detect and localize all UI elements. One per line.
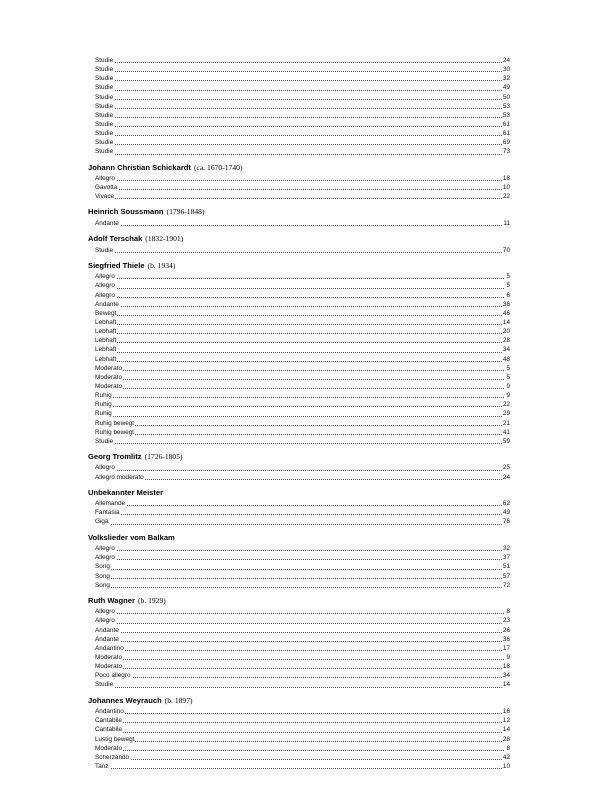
index-entry [88, 336, 510, 345]
entry-title: Scherzando [95, 753, 130, 761]
composer-heading [88, 695, 510, 708]
index-entry [88, 373, 510, 382]
entry-page-number: 9 [506, 382, 510, 390]
index-entry [88, 291, 510, 300]
index-entry [88, 102, 510, 111]
dot-leader [95, 180, 510, 181]
dot-leader [95, 62, 510, 63]
dot-leader [95, 252, 510, 253]
dot-leader [95, 361, 510, 362]
composer-heading [88, 487, 510, 500]
index-entry [88, 616, 510, 625]
entry-title: Lebhaft [95, 337, 117, 345]
entry-title: Andante [95, 635, 119, 643]
entry-page-number: 17 [502, 644, 510, 652]
index-entry [88, 419, 510, 428]
dot-leader [95, 659, 510, 660]
dot-leader [95, 641, 510, 642]
entry-title: Lebhaft [95, 355, 117, 363]
entry-title: Studie [95, 148, 114, 156]
index-entry [88, 662, 510, 671]
dot-leader [95, 225, 510, 226]
index-entry [88, 192, 510, 201]
index-entry [88, 93, 510, 102]
dot-leader [95, 333, 510, 334]
entry-page-number: 22 [502, 193, 510, 201]
entry-page-number: 37 [502, 554, 510, 562]
entry-page-number: 23 [502, 617, 510, 625]
index-entry [88, 644, 510, 653]
entry-page-number: 10 [502, 184, 510, 192]
entry-title: Studie [95, 120, 114, 128]
dot-leader [95, 479, 510, 480]
entry-title: Studie [95, 681, 114, 689]
composer-dates: (ca. 1670-1740) [193, 162, 243, 172]
dot-leader [95, 126, 510, 127]
entry-title: Lebhaft [95, 318, 117, 326]
index-entry [88, 65, 510, 74]
entry-page-number: 50 [502, 93, 510, 101]
dot-leader [95, 71, 510, 72]
dot-leader [95, 514, 510, 515]
entry-page-number: 41 [502, 428, 510, 436]
entry-title: Cantabile [95, 726, 123, 734]
index-entry [88, 437, 510, 446]
entry-title: Allegro [95, 617, 115, 625]
index-entry [88, 56, 510, 65]
entry-title: Song [95, 563, 110, 571]
dot-leader [95, 505, 510, 506]
dot-leader [95, 416, 510, 417]
dot-leader [95, 189, 510, 190]
composer-heading [88, 260, 510, 273]
dot-leader [95, 144, 510, 145]
entry-page-number: 8 [506, 744, 510, 752]
entry-title: Poco allegro [95, 672, 131, 680]
entry-title: Cantabile [95, 717, 123, 725]
index-entry [88, 246, 510, 255]
entry-title: Bewegt [95, 309, 117, 317]
composer-name: Unbekannter Meister [88, 487, 164, 497]
index-entry [88, 147, 510, 156]
composer-heading [88, 451, 510, 464]
entry-title: Studie [95, 75, 114, 83]
index-entry [88, 544, 510, 553]
entry-page-number: 25 [502, 464, 510, 472]
index-entry [88, 318, 510, 327]
entry-page-number: 72 [502, 581, 510, 589]
index-entry [88, 744, 510, 753]
entry-title: Andantino [95, 708, 124, 716]
entry-page-number: 5 [506, 273, 510, 281]
composer-name: Ruth Wagner [88, 595, 135, 605]
index-page [88, 56, 510, 771]
dot-leader [95, 434, 510, 435]
index-entry [88, 626, 510, 635]
entry-title: Studie [95, 93, 114, 101]
entry-title: Andante [95, 219, 119, 227]
entry-page-number: 53 [502, 102, 510, 110]
entry-page-number: 49 [502, 84, 510, 92]
entry-title: Andantino [95, 644, 124, 652]
index-entry [88, 364, 510, 373]
entry-title: Tanz [95, 762, 109, 770]
index-entry [88, 183, 510, 192]
index-entry [88, 762, 510, 771]
entry-title: Studie [95, 437, 114, 445]
entry-title: Allegro [95, 554, 115, 562]
dot-leader [95, 687, 510, 688]
index-entry [88, 391, 510, 400]
index-entry [88, 281, 510, 290]
index-entry [88, 309, 510, 318]
dot-leader [95, 99, 510, 100]
entry-page-number: 57 [502, 572, 510, 580]
dot-leader [95, 768, 510, 769]
index-entry [88, 463, 510, 472]
index-entry [88, 327, 510, 336]
composer-name: Johann Christian Schickardt [88, 162, 191, 172]
dot-leader [95, 198, 510, 199]
entry-title: Lebhaft [95, 328, 117, 336]
index-entry [88, 120, 510, 129]
entry-page-number: 69 [502, 139, 510, 147]
composer-dates: (b. 1897) [164, 695, 193, 705]
entry-title: Moderato [95, 654, 122, 662]
entry-title: Ruhig [95, 410, 112, 418]
dot-leader [95, 425, 510, 426]
entry-page-number: 18 [502, 175, 510, 183]
entry-title: Studie [95, 102, 114, 110]
entry-page-number: 20 [502, 328, 510, 336]
index-entry [88, 428, 510, 437]
entry-title: Ruhig bewegt [95, 428, 135, 436]
entry-title: Moderato [95, 382, 122, 390]
entry-title: Studie [95, 57, 114, 64]
entry-title: Fantasia [95, 509, 120, 517]
composer-name: Johannes Weyrauch [88, 695, 162, 705]
entry-title: Moderato [95, 744, 122, 752]
entry-page-number: 76 [502, 518, 510, 526]
entry-page-number: 51 [502, 563, 510, 571]
index-entry [88, 572, 510, 581]
dot-leader [95, 470, 510, 471]
entry-page-number: 28 [502, 337, 510, 345]
index-entry [88, 517, 510, 526]
entry-page-number: 34 [502, 672, 510, 680]
entry-title: Lebhaft [95, 346, 117, 354]
entry-page-number: 73 [502, 148, 510, 156]
dot-leader [95, 569, 510, 570]
entry-title: Giga [95, 518, 109, 526]
index-entry [88, 174, 510, 183]
composer-name: Heinrich Soussmann [88, 207, 164, 217]
dot-leader [95, 397, 510, 398]
entry-page-number: 5 [506, 373, 510, 381]
entry-page-number: 34 [502, 346, 510, 354]
entry-title: Studie [95, 130, 114, 138]
entry-title: Andante [95, 626, 119, 634]
composer-heading [88, 595, 510, 608]
entry-title: Ruhig [95, 401, 112, 409]
entry-page-number: 11 [503, 219, 510, 227]
index-entry [88, 581, 510, 590]
entry-page-number: 24 [502, 473, 510, 481]
index-entry [88, 74, 510, 83]
dot-leader [95, 613, 510, 614]
index-entry [88, 382, 510, 391]
dot-leader [95, 524, 510, 525]
dot-leader [95, 90, 510, 91]
entry-title: Studie [95, 111, 114, 119]
entry-page-number: 28 [502, 735, 510, 743]
entry-title: Studie [95, 84, 114, 92]
entry-title: Lustig bewegt [95, 735, 135, 743]
dot-leader [95, 108, 510, 109]
index-entry [88, 735, 510, 744]
dot-leader [95, 324, 510, 325]
dot-leader [95, 759, 510, 760]
dot-leader [95, 732, 510, 733]
composer-dates: (1832-1901) [145, 234, 184, 244]
entry-title: Andante [95, 300, 119, 308]
entry-page-number: 14 [502, 681, 510, 689]
entry-page-number: 29 [502, 410, 510, 418]
index-entry [88, 473, 510, 482]
entry-page-number: 18 [502, 663, 510, 671]
index-entry [88, 355, 510, 364]
entry-title: Allegro [95, 464, 115, 472]
entry-page-number: 36 [502, 635, 510, 643]
dot-leader [95, 154, 510, 155]
entry-page-number: 53 [502, 111, 510, 119]
dot-leader [95, 297, 510, 298]
composer-name: Siegfried Thiele [88, 260, 145, 270]
index-entry [88, 680, 510, 689]
index-entry [88, 300, 510, 309]
dot-leader [95, 306, 510, 307]
index-entry [88, 707, 510, 716]
index-entry [88, 725, 510, 734]
entry-title: Allemande [95, 500, 126, 508]
dot-leader [95, 632, 510, 633]
composer-name: Volkslieder vom Balkam [88, 532, 175, 542]
entry-title: Ruhig [95, 392, 112, 400]
index-entry [88, 219, 510, 228]
index-entry [88, 400, 510, 409]
index-entry [88, 409, 510, 418]
dot-leader [95, 722, 510, 723]
entry-page-number: 32 [502, 75, 510, 83]
dot-leader [95, 668, 510, 669]
index-entry [88, 272, 510, 281]
dot-leader [95, 342, 510, 343]
composer-name: Georg Tromlitz [88, 451, 142, 461]
index-entry [88, 562, 510, 571]
entry-page-number: 26 [502, 626, 510, 634]
entry-page-number: 9 [506, 654, 510, 662]
entry-page-number: 42 [502, 753, 510, 761]
dot-leader [95, 406, 510, 407]
dot-leader [95, 713, 510, 714]
dot-leader [95, 135, 510, 136]
entry-page-number: 62 [502, 500, 510, 508]
entry-title: Studie [95, 66, 114, 74]
dot-leader [95, 750, 510, 751]
composer-heading [88, 532, 510, 545]
dot-leader [95, 278, 510, 279]
dot-leader [95, 288, 510, 289]
entry-page-number: 21 [502, 419, 510, 427]
dot-leader [95, 741, 510, 742]
dot-leader [95, 550, 510, 551]
composer-heading [88, 206, 510, 219]
entry-page-number: 9 [506, 392, 510, 400]
entry-title: Moderato [95, 373, 122, 381]
entry-title: Allegro [95, 608, 115, 616]
index-entry [88, 138, 510, 147]
index-entry [88, 607, 510, 616]
entry-title: Allegro [95, 282, 115, 290]
entry-page-number: 61 [502, 130, 510, 138]
entry-title: Allegro [95, 175, 115, 183]
entry-title: Vivace [95, 193, 115, 201]
entry-title: Studie [95, 246, 114, 254]
dot-leader [95, 559, 510, 560]
entry-page-number: 10 [502, 762, 510, 770]
entry-title: Moderato [95, 364, 122, 372]
entry-page-number: 61 [502, 120, 510, 128]
entry-title: Studie [95, 139, 114, 147]
entry-title: Allegro [95, 273, 115, 281]
index-entry [88, 635, 510, 644]
composer-name: Adolf Terschak [88, 234, 143, 244]
dot-leader [95, 80, 510, 81]
entry-title: Gavotta [95, 184, 118, 192]
entry-title: Song [95, 572, 110, 580]
entry-title: Allegro [95, 545, 115, 553]
dot-leader [95, 650, 510, 651]
entry-page-number: 14 [502, 726, 510, 734]
entry-page-number: 5 [506, 364, 510, 372]
dot-leader [95, 315, 510, 316]
entry-page-number: 22 [502, 401, 510, 409]
dot-leader [95, 388, 510, 389]
entry-title: Allegro moderato [95, 473, 144, 481]
entry-page-number: 59 [502, 437, 510, 445]
entry-page-number: 49 [502, 509, 510, 517]
dot-leader [95, 623, 510, 624]
index-entry [88, 111, 510, 120]
composer-dates: (1726-1805) [144, 451, 183, 461]
entry-page-number: 14 [502, 318, 510, 326]
composer-heading [88, 233, 510, 246]
entry-page-number: 8 [506, 608, 510, 616]
entry-page-number: 5 [506, 282, 510, 290]
entry-title: Song [95, 581, 110, 589]
index-entry [88, 553, 510, 562]
composer-dates: (b. 1934) [147, 260, 176, 270]
composer-dates: (1796-1848) [166, 207, 205, 217]
entry-page-number: 12 [502, 717, 510, 725]
entry-page-number: 48 [502, 355, 510, 363]
index-entry [88, 753, 510, 762]
dot-leader [95, 352, 510, 353]
entry-title: Ruhig bewegt [95, 419, 135, 427]
dot-leader [95, 677, 510, 678]
entry-title: Moderato [95, 663, 122, 671]
entry-page-number: 32 [502, 545, 510, 553]
composer-dates: (b. 1929) [137, 595, 166, 605]
dot-leader [95, 379, 510, 380]
entry-page-number: 6 [506, 291, 510, 299]
index-entry [88, 671, 510, 680]
entry-page-number: 16 [502, 708, 510, 716]
dot-leader [95, 370, 510, 371]
entry-page-number: 24 [502, 57, 510, 64]
index-entry [88, 716, 510, 725]
index-entry [88, 508, 510, 517]
dot-leader [95, 578, 510, 579]
dot-leader [95, 443, 510, 444]
index-entry [88, 653, 510, 662]
entry-title: Allegro [95, 291, 115, 299]
index-entry [88, 129, 510, 138]
dot-leader [95, 587, 510, 588]
index-entry [88, 345, 510, 354]
dot-leader [95, 117, 510, 118]
entry-page-number: 30 [502, 66, 510, 74]
index-entry [88, 83, 510, 92]
composer-heading [88, 162, 510, 175]
entry-page-number: 36 [502, 300, 510, 308]
entry-page-number: 70 [502, 246, 510, 254]
entry-page-number: 46 [502, 309, 510, 317]
index-entry [88, 499, 510, 508]
